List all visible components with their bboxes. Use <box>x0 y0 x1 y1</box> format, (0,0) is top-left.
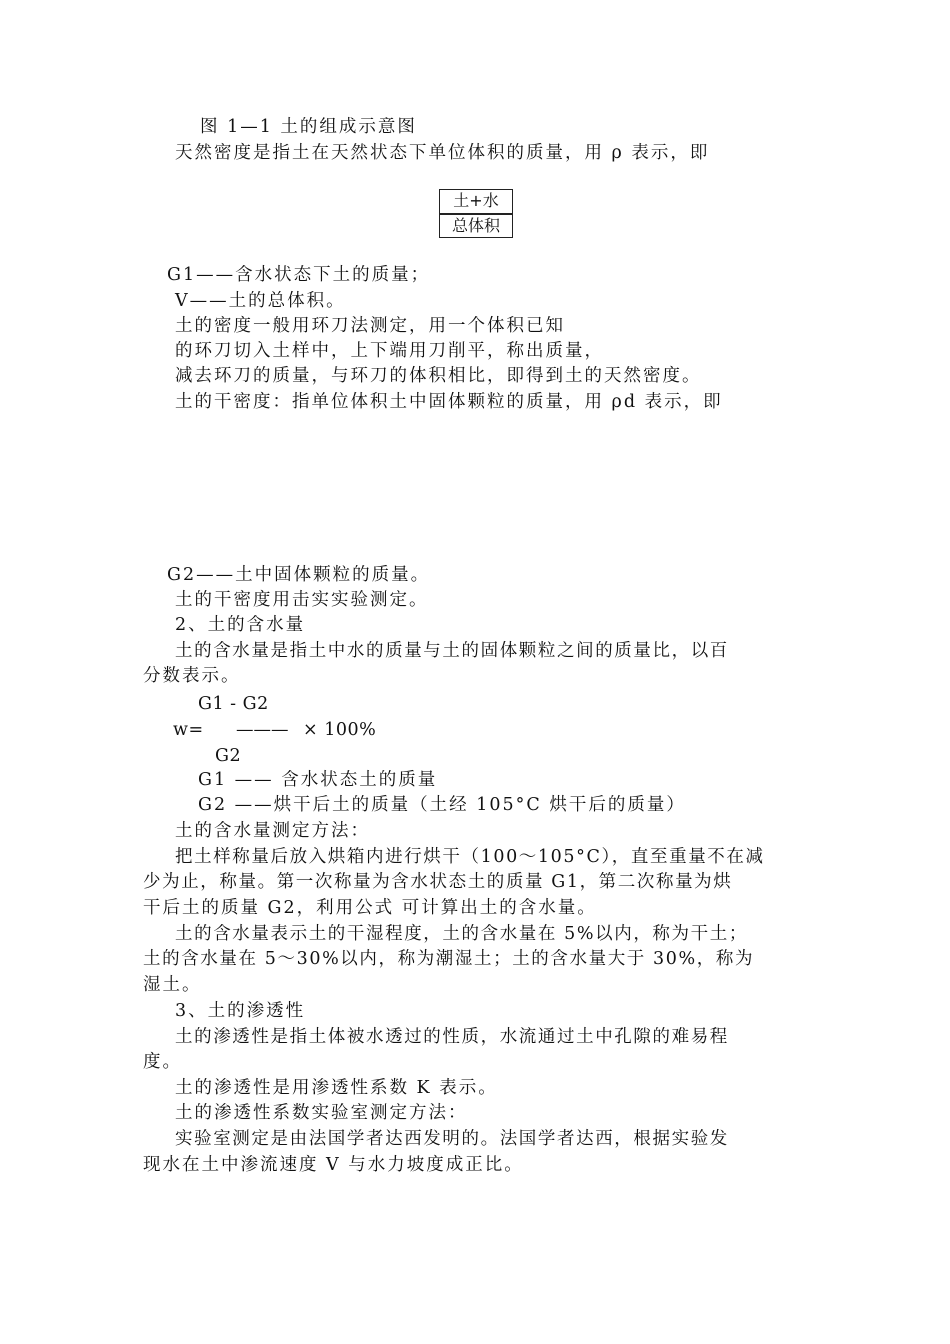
formula-fraction-bar: ——— <box>236 720 289 740</box>
formula-numerator: G1 - G2 <box>198 694 269 714</box>
darcy-paragraph-1: 实验室测定是由法国学者达西发明的。法国学者达西，根据实验发 <box>175 1129 729 1149</box>
ring-knife-line-3: 减去环刀的质量，与环刀的体积相比，即得到土的天然密度。 <box>175 366 702 386</box>
definition-v: V——土的总体积。 <box>175 291 346 311</box>
method-paragraph-1: 把土样称量后放入烘箱内进行烘干（100～105°C），直至重量不在减 <box>175 847 765 867</box>
fraction-numerator: 土+水 <box>440 190 512 215</box>
water-content-paragraph-2: 分数表示。 <box>143 666 241 686</box>
method-paragraph-3: 干后土的质量 G2，利用公式 可计算出土的含水量。 <box>143 898 597 918</box>
dry-density-method: 土的干密度用击实实验测定。 <box>175 590 429 610</box>
formula-lhs: w= <box>173 720 204 740</box>
permeability-paragraph-1: 土的渗透性是指土体被水透过的性质，水流通过土中孔隙的难易程 <box>175 1027 729 1047</box>
formula-denominator: G2 <box>215 746 242 766</box>
water-content-paragraph-1: 土的含水量是指土中水的质量与土的固体颗粒之间的质量比，以百 <box>175 641 729 661</box>
permeability-lab-method: 土的渗透性系数实验室测定方法： <box>175 1103 468 1123</box>
formula-times-100: × 100% <box>303 720 377 740</box>
permeability-coefficient: 土的渗透性是用渗透性系数 K 表示。 <box>175 1078 498 1098</box>
method-paragraph-2: 少为止，称量。第一次称量为含水状态土的质量 G1，第二次称量为烘 <box>143 872 733 892</box>
definition-g1: G1——含水状态下土的质量； <box>167 265 431 285</box>
fraction-denominator: 总体积 <box>451 216 500 235</box>
degree-paragraph-2: 土的含水量在 5～30%以内，称为潮湿土；土的含水量大于 30%，称为 <box>143 949 755 969</box>
method-title: 土的含水量测定方法： <box>175 821 370 841</box>
darcy-paragraph-2: 现水在土中渗流速度 V 与水力坡度成正比。 <box>143 1155 524 1175</box>
density-formula-image <box>439 189 513 238</box>
figure-caption: 图 1—1 土的组成示意图 <box>200 117 417 137</box>
section-heading-permeability: 3、土的渗透性 <box>175 1001 306 1021</box>
dry-density-definition: 土的干密度：指单位体积土中固体颗粒的质量，用 ρd 表示，即 <box>175 392 723 412</box>
ring-knife-line-2: 的环刀切入土样中，上下端用刀削平，称出质量， <box>175 341 604 361</box>
definition-g2: G2——土中固体颗粒的质量。 <box>167 565 431 585</box>
paragraph-density-intro: 天然密度是指土在天然状态下单位体积的质量，用 ρ 表示，即 <box>175 143 710 163</box>
degree-paragraph-3: 湿土。 <box>143 975 202 995</box>
permeability-paragraph-2: 度。 <box>143 1052 182 1072</box>
formula-definition-g1: G1 —— 含水状态土的质量 <box>198 770 438 790</box>
degree-paragraph-1: 土的含水量表示土的干湿程度，土的含水量在 5%以内，称为干土； <box>175 924 748 944</box>
formula-definition-g2: G2 ——烘干后土的质量（土经 105°C 烘干后的质量） <box>198 795 686 815</box>
section-heading-water-content: 2、土的含水量 <box>175 615 306 635</box>
ring-knife-line-1: 土的密度一般用环刀法测定，用一个体积已知 <box>175 316 565 336</box>
